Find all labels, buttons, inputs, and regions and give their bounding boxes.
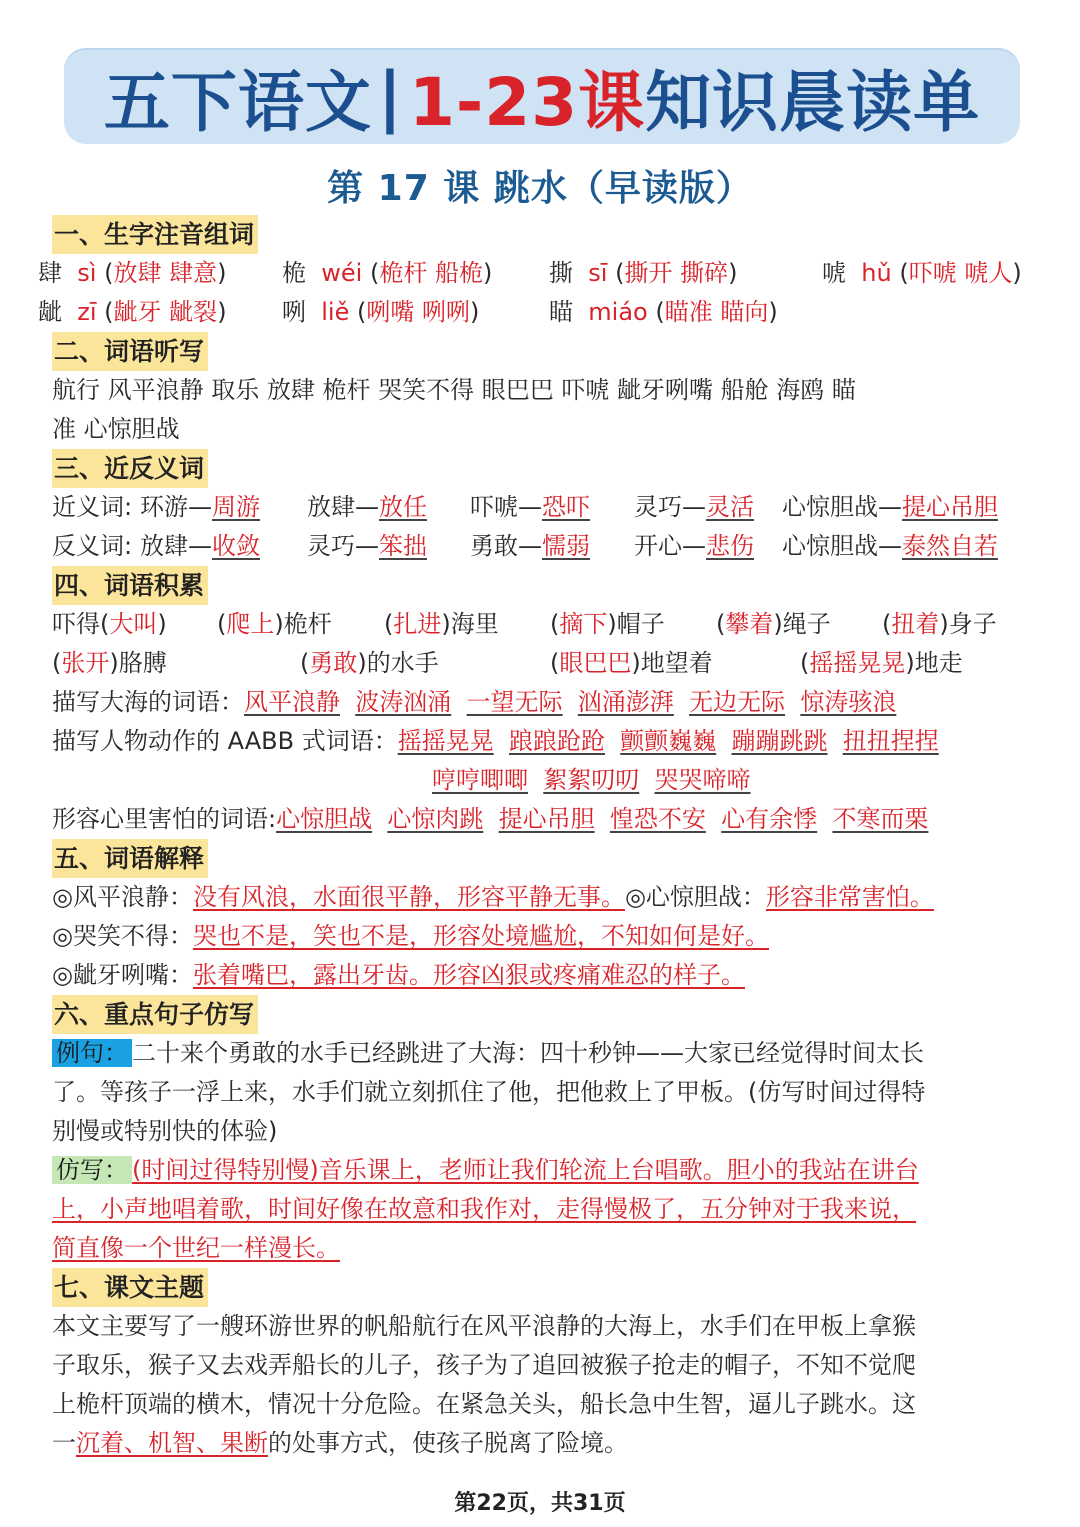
explanation-definition: 形容非常害怕。 [765, 883, 934, 911]
dictation-line-2: 准 心惊胆战 [52, 415, 180, 443]
dictation-line-1: 航行 风平浪静 取乐 放肆 桅杆 哭笑不得 眼巴巴 吓唬 龇牙咧嘴 船舱 海鸥 瞄 [52, 376, 856, 404]
antonym-pair: 勇敢—懦弱 [470, 532, 590, 560]
example-tag: 例句： [52, 1039, 132, 1067]
collocation: (摘下)帽子 [550, 610, 665, 638]
antonym-pair: 灵巧—笨拙 [307, 532, 427, 560]
word-answer: 哭哭啼啼 [654, 766, 751, 794]
collocation-row-1 [52, 605, 1042, 644]
char-entry: 咧 liě (咧嘴 咧咧) [282, 298, 480, 326]
word-answer: 絮絮叨叨 [543, 766, 640, 794]
section-heading-6: 六、重点句子仿写 [52, 995, 258, 1034]
char-row-1 [38, 254, 1042, 293]
char-entry: 唬 hǔ (吓唬 唬人) [822, 259, 1022, 287]
synonym-row: 近义词: 环游—周游 放肆—放任 吓唬—恐吓 灵巧—灵活 心惊胆战—提心吊胆 [52, 488, 1042, 527]
collocation: (勇敢)的水手 [300, 649, 439, 677]
theme-line-2: 子取乐，猴子又去戏弄船长的儿子，孩子为了追回被猴子抢走的帽子，不知不觉爬 [52, 1351, 916, 1379]
char-entry: 肆 sì (放肆 肆意) [38, 259, 227, 287]
explanation-row-1: ◎风平浪静：没有风浪，水面很平静，形容平静无事。◎心惊胆战：形容非常害怕。 [52, 883, 934, 911]
aabb-words-row-2 [52, 761, 1042, 800]
imitation-line-2: 上，小声地唱着歌，时间好像在故意和我作对，走得慢极了，五分钟对于我来说， [52, 1195, 916, 1223]
antonym-pair: 心惊胆战—泰然自若 [782, 532, 998, 560]
word-answer: 心有余悸 [721, 805, 818, 833]
word-answer: 哼哼唧唧 [432, 766, 528, 794]
section-heading-5: 五、词语解释 [52, 839, 208, 878]
collocation: (爬上)桅杆 [217, 610, 332, 638]
char-entry: 撕 sī (撕开 撕碎) [549, 259, 738, 287]
word-answer: 波涛汹涌 [355, 688, 452, 716]
synonym-pair: 环游—周游 [140, 493, 260, 521]
example-line-2: 了。等孩子一浮上来，水手们就立刻抓住了他，把他救上了甲板。(仿写时间过得特 [52, 1078, 926, 1106]
char-entry: 桅 wéi (桅杆 船桅) [282, 259, 493, 287]
antonym-pair: 放肆—收敛 [140, 532, 260, 560]
sea-words-row: 描写大海的词语：风平浪静 波涛汹涌 一望无际 汹涌澎湃 无边无际 惊涛骇浪 [52, 688, 897, 716]
theme-line-1: 本文主要写了一艘环游世界的帆船航行在风平浪静的大海上，水手们在甲板上拿猴 [52, 1312, 916, 1340]
fear-words-row: 形容心里害怕的词语:心惊胆战 心惊肉跳 提心吊胆 惶恐不安 心有余悸 不寒而栗 [52, 805, 929, 833]
collocation-row-2 [52, 644, 1042, 683]
synonym-pair: 心惊胆战—提心吊胆 [782, 493, 998, 521]
word-answer: 惊涛骇浪 [800, 688, 897, 716]
word-answer: 无边无际 [689, 688, 786, 716]
title-part3: 知识晨读单 [645, 63, 981, 141]
explanation-row-2: ◎哭笑不得：哭也不是，笑也不是，形容处境尴尬，不知如何是好。 [52, 922, 769, 950]
word-answer: 心惊肉跳 [387, 805, 484, 833]
collocation: (攀着)绳子 [716, 610, 831, 638]
char-row-2 [38, 293, 1042, 332]
imitation-line-3: 简直像一个世纪一样漫长。 [52, 1234, 340, 1262]
page-number: 第22页，共31页 [454, 1491, 626, 1516]
title-part2: 1-23课 [408, 63, 646, 141]
title-part1: 五下语文 [103, 63, 372, 141]
example-line-1: 例句： 二十来个勇敢的水手已经跳进了大海：四十秒钟——大家已经觉得时间太长 [52, 1034, 1042, 1073]
word-answer: 摇摇晃晃 [397, 727, 494, 755]
collocation: (摇摇晃晃)地走 [800, 649, 963, 677]
section-heading-3: 三、近反义词 [52, 449, 208, 488]
collocation: 吓得(大叫) [52, 610, 167, 638]
imitation-tag: 仿写： [52, 1156, 132, 1184]
explanation-definition: 没有风浪，水面很平静，形容平静无事。 [192, 883, 625, 911]
char-entry: 龇 zī (龇牙 龇裂) [38, 298, 227, 326]
collocation: (张开)胳膊 [52, 649, 167, 677]
word-answer: 不寒而栗 [832, 805, 929, 833]
lesson-subtitle: 第 17 课 跳水（早读版） [327, 168, 753, 209]
word-answer: 一望无际 [466, 688, 563, 716]
title-divider: | [377, 57, 403, 135]
section-heading-1: 一、生字注音组词 [52, 215, 258, 254]
explanation-row-3: ◎龇牙咧嘴：张着嘴巴，露出牙齿。形容凶狠或疼痛难忍的样子。 [52, 961, 745, 989]
theme-line-4: 一沉着、机智、果断的处事方式，使孩子脱离了险境。 [52, 1429, 628, 1457]
antonym-pair: 开心—悲伤 [634, 532, 754, 560]
synonym-pair: 灵巧—灵活 [634, 493, 754, 521]
title-banner [64, 48, 1020, 144]
word-answer: 颤颤巍巍 [620, 727, 717, 755]
explanation-definition: 哭也不是，笑也不是，形容处境尴尬，不知如何是好。 [192, 922, 769, 950]
synonym-pair: 放肆—放任 [307, 493, 427, 521]
word-answer: 风平浪静 [244, 688, 340, 716]
word-answer: 心惊胆战 [276, 805, 373, 833]
word-answer: 惶恐不安 [609, 805, 706, 833]
collocation: (眼巴巴)地望着 [550, 649, 713, 677]
aabb-words-row-1: 描写人物动作的 AABB 式词语：摇摇晃晃 踉踉跄跄 颤颤巍巍 蹦蹦跳跳 扭扭捏捏 [52, 727, 939, 755]
collocation: (扭着)身子 [882, 610, 997, 638]
section-heading-7: 七、课文主题 [52, 1268, 208, 1307]
explanation-definition: 张着嘴巴，露出牙齿。形容凶狠或疼痛难忍的样子。 [192, 961, 745, 989]
word-answer: 汹涌澎湃 [577, 688, 674, 716]
section-heading-2: 二、词语听写 [52, 332, 208, 371]
collocation: (扎进)海里 [384, 610, 499, 638]
word-answer: 踉踉跄跄 [508, 727, 605, 755]
example-line-3: 别慢或特别快的体验) [52, 1117, 278, 1145]
antonym-row: 反义词: 放肆—收敛 灵巧—笨拙 勇敢—懦弱 开心—悲伤 心惊胆战—泰然自若 [52, 527, 1042, 566]
synonym-pair: 吓唬—恐吓 [470, 493, 590, 521]
imitation-line-1: 仿写： (时间过得特别慢)音乐课上，老师让我们轮流上台唱歌。胆小的我站在讲台 [52, 1151, 1042, 1190]
word-answer: 提心吊胆 [498, 805, 595, 833]
word-answer: 扭扭捏捏 [842, 727, 939, 755]
theme-line-3: 上桅杆顶端的横木，情况十分危险。在紧急关头，船长急中生智，逼儿子跳水。这 [52, 1390, 916, 1418]
word-answer: 蹦蹦跳跳 [731, 727, 828, 755]
worksheet-content [38, 215, 1042, 1463]
char-entry: 瞄 miáo (瞄准 瞄向) [549, 298, 778, 326]
section-heading-4: 四、词语积累 [52, 566, 208, 605]
